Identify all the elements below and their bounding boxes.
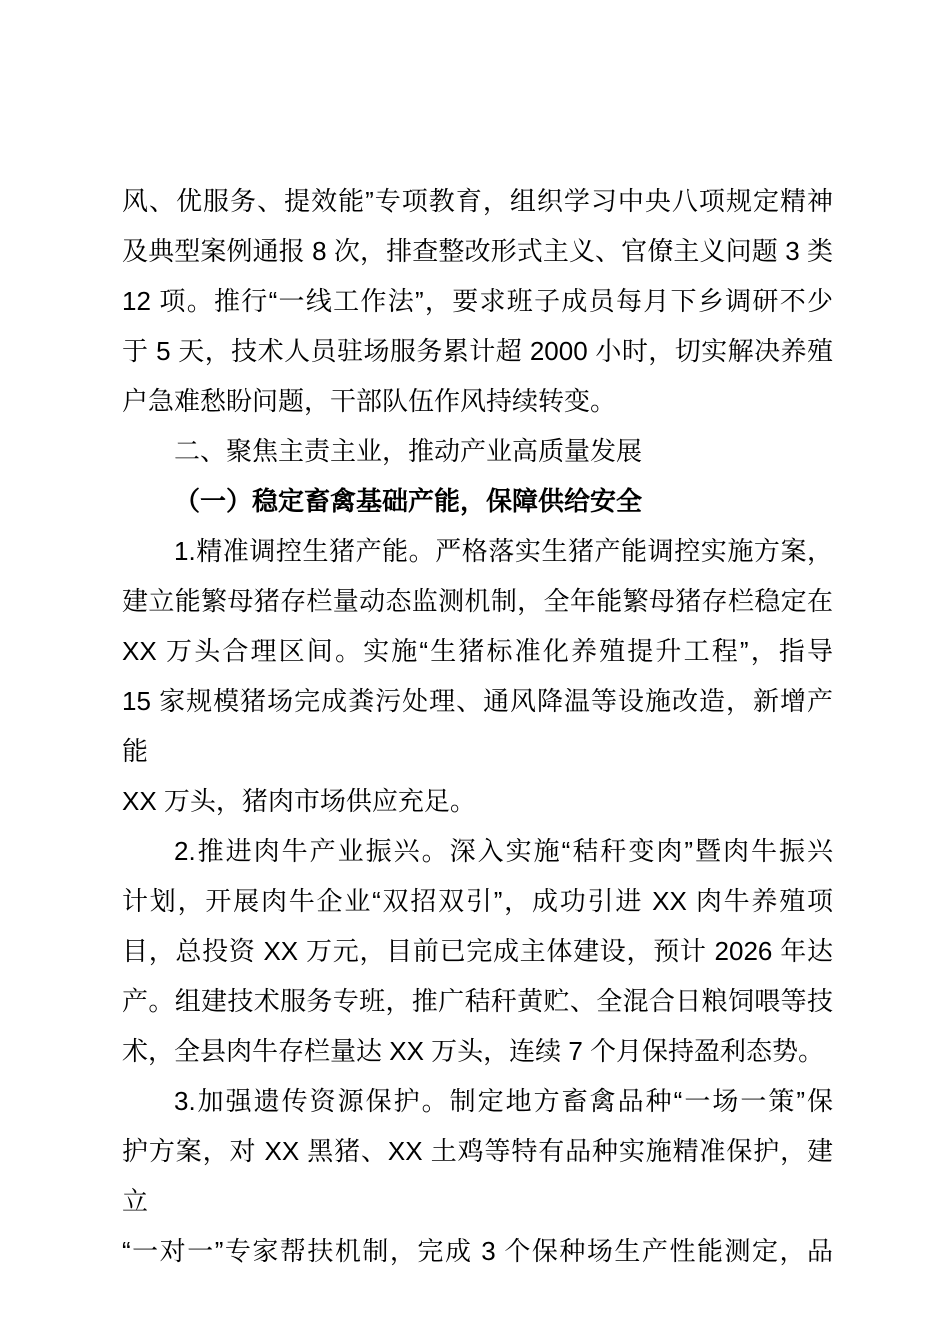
text-line: 2.推进肉牛产业振兴。深入实施“秸秆变肉”暨肉牛振兴 <box>174 836 833 866</box>
text-line: 1.精准调控生猪产能。严格落实生猪产能调控实施方案， <box>174 536 833 566</box>
text-line: 计划，开展肉牛企业“双招双引”，成功引进 XX 肉牛养殖项 <box>122 886 833 916</box>
section-heading-text: 二、聚焦主责主业，推动产业高质量发展 <box>174 436 643 466</box>
paragraph-genetic-resources <box>122 1076 833 1276</box>
text-line: “一对一”专家帮扶机制，完成 3 个保种场生产性能测定，品 <box>122 1236 833 1266</box>
document-text-block <box>122 176 833 1276</box>
text-line: 12 项。推行“一线工作法”，要求班子成员每月下乡调研不少 <box>122 286 833 316</box>
text-line: 3.加强遗传资源保护。制定地方畜禽品种“一场一策”保 <box>174 1086 833 1116</box>
paragraph-beef-cattle <box>122 826 833 1076</box>
text-line: 及典型案例通报 8 次，排查整改形式主义、官僚主义问题 3 类 <box>122 236 833 266</box>
text-line: 于 5 天，技术人员驻场服务累计超 2000 小时，切实解决养殖 <box>122 336 833 366</box>
text-line: 术，全县肉牛存栏量达 XX 万头，连续 7 个月保持盈利态势。 <box>122 1036 825 1066</box>
text-line: 目，总投资 XX 万元，目前已完成主体建设，预计 2026 年达 <box>122 936 833 966</box>
text-line: XX 万头合理区间。实施“生猪标准化养殖提升工程”，指导 <box>122 636 833 666</box>
text-line: 建立能繁母猪存栏量动态监测机制，全年能繁母猪存栏稳定在 <box>122 586 833 616</box>
subsection-heading <box>122 476 833 526</box>
text-line: 风、优服务、提效能”专项教育，组织学习中央八项规定精神 <box>122 186 833 216</box>
text-line: 15 家规模猪场完成粪污处理、通风降温等设施改造，新增产能 <box>122 686 833 766</box>
subsection-heading-text: （一）稳定畜禽基础产能，保障供给安全 <box>174 486 643 516</box>
paragraph-pig-production <box>122 526 833 826</box>
section-heading <box>122 426 833 476</box>
text-line: 护方案，对 XX 黑猪、XX 土鸡等特有品种实施精准保护，建立 <box>122 1136 833 1216</box>
paragraph-continuation <box>122 176 833 426</box>
text-line: 户急难愁盼问题，干部队伍作风持续转变。 <box>122 386 617 416</box>
text-line: 产。组建技术服务专班，推广秸秆黄贮、全混合日粮饲喂等技 <box>122 986 833 1016</box>
text-line: XX 万头，猪肉市场供应充足。 <box>122 786 476 816</box>
